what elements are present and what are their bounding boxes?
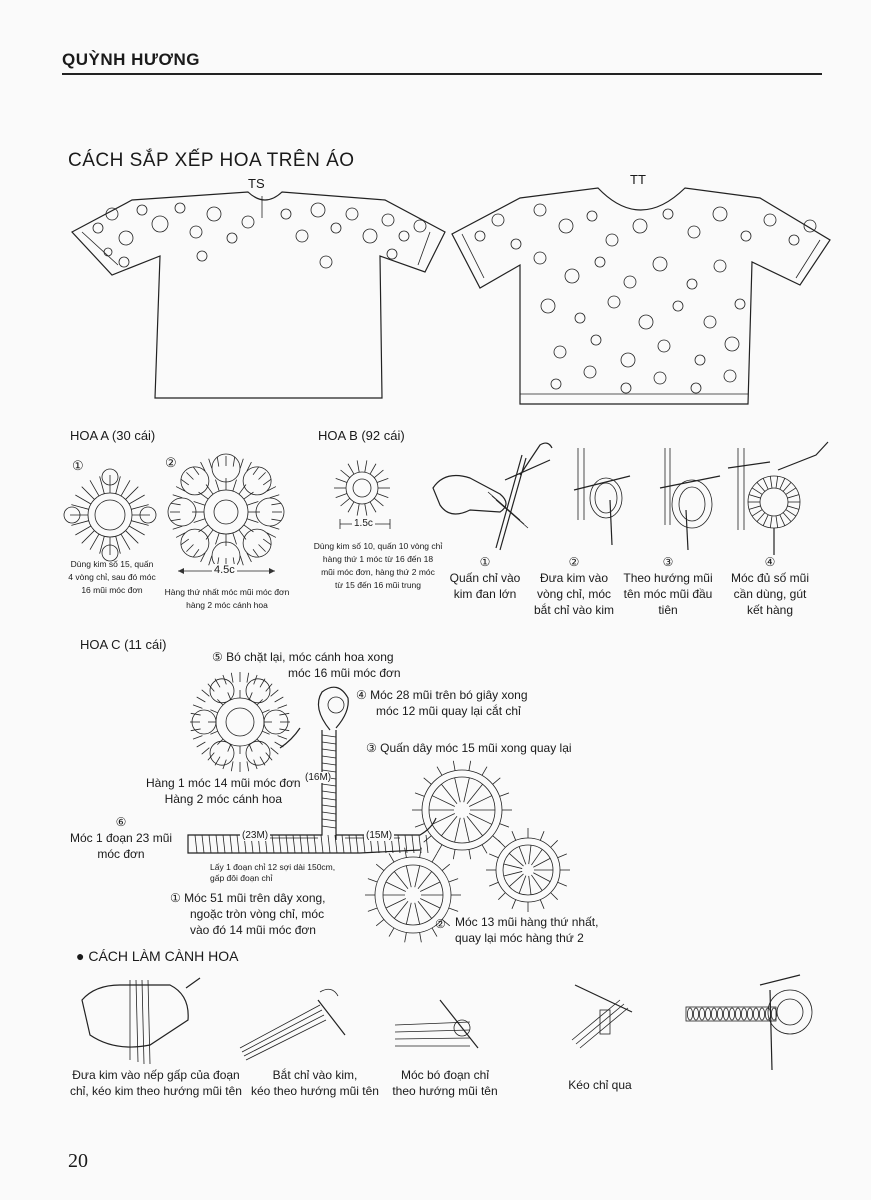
hoa-b-note-line2: hàng thứ 1 móc từ 16 đến 18 [322,554,434,564]
hoa-c-note5-num: ⑤ [212,650,223,664]
branch-step-2 [250,1067,380,1099]
ring-step-4-num: ④ [764,555,776,569]
hoa-a-note1-line2: 4 vòng chỉ, sau đó móc [68,572,156,582]
hoa-c-flower-note [146,775,301,807]
hoa-b-size: 1.5c [354,518,373,529]
front-shirt-label: TS [248,176,265,191]
hoa-c-note6-line1: Móc 1 đoạn 23 mũi [69,831,173,845]
header-author: QUỲNH HƯƠNG [62,50,200,69]
branch-step-2-line2: kéo theo hướng mũi tên [251,1084,379,1098]
hoa-c-note6 [66,814,176,862]
hoa-a-step2-diagram [168,454,284,574]
hoa-c-flower-line2: Hàng 2 móc cánh hoa [164,792,283,806]
header-rule [62,73,822,75]
ring-step-1 [440,554,530,602]
hoa-c-note3 [366,740,572,756]
ring-step-4-line1: Móc đủ số mũi [730,571,810,585]
ring-step-2 [528,554,620,618]
branch-step-3 [385,1067,505,1099]
hoa-b-title: HOA B (92 cái) [318,428,405,443]
hoa-c-note1-num: ① [170,891,181,905]
ring-step-3-line2: tên móc mũi đầu [623,587,713,601]
ring-step-2-line3: bắt chỉ vào kim [533,603,615,617]
branch-step2-drawing [240,989,345,1060]
ring-step-3-line3: tiên [658,603,678,617]
hoa-c-note6-line2: móc đơn [97,847,145,861]
hoa-c-note2-line1: Móc 13 mũi hàng thứ nhất, [455,915,599,929]
hoa-c-note4-num: ④ [356,688,367,702]
ring-step4-drawing [738,442,828,555]
ring-step-1-line2: kim đan lớn [453,587,517,601]
page-number: 20 [68,1150,88,1172]
front-shirt-drawing [72,192,445,398]
ring-step-4-line3: kết hàng [746,603,794,617]
back-shirt-label: TT [630,172,646,187]
hoa-c-note5 [212,649,401,681]
ring-step-1-line1: Quấn chỉ vào [449,571,521,585]
branch-title: ● CÁCH LÀM CÀNH HOA [76,948,239,964]
branch-step-1-line2: chỉ, kéo kim theo hướng mũi tên [70,1084,242,1098]
hoa-b-note-line1: Dùng kim số 10, quấn 10 vòng chỉ [313,541,443,551]
branch-step-3-line1: Móc bó đoạn chỉ [400,1068,490,1082]
hoa-c-title: HOA C (11 cái) [80,637,167,652]
ring-step-2-num: ② [568,555,580,569]
hoa-a-note2-line2: hàng 2 móc cánh hoa [186,600,268,610]
hoa-b-note-line3: mũi móc đơn, hàng thứ 2 móc [321,567,435,577]
ring-step-2-line2: vòng chỉ, móc [536,587,612,601]
ring-step-4-line2: cần dùng, gút [733,587,807,601]
branch-step-4-line1: Kéo chỉ qua [568,1078,632,1092]
hoa-c-flower-diagram [190,672,300,772]
ring-step-1-num: ① [479,555,491,569]
hoa-c-note5-line2: móc 16 mũi móc đơn [288,666,401,680]
hoa-c-flower-line1: Hàng 1 móc 14 mũi móc đơn [146,776,301,790]
hoa-c-cord-line2: gấp đôi đoạn chỉ [210,873,273,883]
hoa-a-note1-line3: 16 mũi móc đơn [81,585,143,595]
ring-step-2-line1: Đưa kim vào [539,571,609,585]
ring-step-4 [722,554,818,618]
hoa-a-note1-line1: Dùng kim số 15, quấn [70,559,154,569]
hoa-a-note2-line1: Hàng thứ nhất móc mũi móc đơn [164,587,290,597]
branch-step5-drawing [686,975,812,1070]
hoa-c-note4-line2: móc 12 mũi quay lại cắt chỉ [376,704,521,718]
ring-step-3-line1: Theo hướng mũi [623,571,713,585]
ring-step3-drawing [660,448,770,550]
hoa-b-note [308,540,448,592]
hoa-c-cord-line1: Lấy 1 đoạn chỉ 12 sợi dài 150cm, [210,862,336,872]
hoa-a-note1 [52,558,172,597]
hoa-c-note1-line2: ngoặc tròn vòng chỉ, móc [190,907,325,921]
ring-step-3-num: ③ [662,555,674,569]
branch-step-3-line2: theo hướng mũi tên [392,1084,498,1098]
hoa-c-note3-num: ③ [366,741,377,755]
hoa-c-note1-line1: Móc 51 mũi trên dây xong, [184,891,326,905]
hoa-c-23m: (23M) [242,830,269,841]
hoa-c-15m: (15M) [366,830,393,841]
branch-step4-drawing [572,985,632,1048]
hoa-c-note1 [170,890,326,938]
hoa-a-step1-diagram [64,469,156,561]
hoa-c-note3-line1: Quấn dây móc 15 mũi xong quay lại [380,741,572,755]
hoa-c-note2 [455,914,598,946]
branch-step-2-line1: Bắt chỉ vào kim, [272,1068,358,1082]
hoa-a-size: 4.5c [214,564,235,576]
hoa-c-note2-line2: quay lại móc hàng thứ 2 [455,931,584,945]
branch-step1-drawing [82,978,200,1064]
hoa-c-cord-note [210,862,335,884]
page-title: CÁCH SẮP XẾP HOA TRÊN ÁO [68,150,355,171]
hoa-c-note5-line1: Bó chặt lại, móc cánh hoa xong [226,650,394,664]
hoa-c-note2-num: ② [435,917,446,931]
ring-step2-drawing [574,448,630,545]
hoa-c-16m: (16M) [305,772,332,783]
hoa-a-step1-num: ① [72,458,84,473]
hoa-b-note-line4: từ 15 đến 16 mũi trung [334,580,422,590]
branch-step-1-line1: Đưa kim vào nếp gấp của đoạn [72,1068,240,1082]
branch-step-1 [66,1067,246,1099]
branch-step-4 [560,1077,640,1093]
back-shirt-drawing [452,188,830,404]
hoa-c-note1-line3: vào đó 14 mũi móc đơn [190,923,316,937]
hoa-a-note2 [162,586,292,612]
hoa-c-note4-line1: Móc 28 mũi trên bó giây xong [370,688,528,702]
hoa-c-note6-num: ⑥ [115,815,127,829]
hoa-a-step2-num: ② [165,455,177,470]
ring-step1-drawing [433,443,552,550]
hoa-a-title: HOA A (30 cái) [70,428,156,443]
branch-step3-drawing [395,1000,478,1048]
ring-step-3 [618,554,718,618]
hoa-c-note4 [356,687,528,719]
